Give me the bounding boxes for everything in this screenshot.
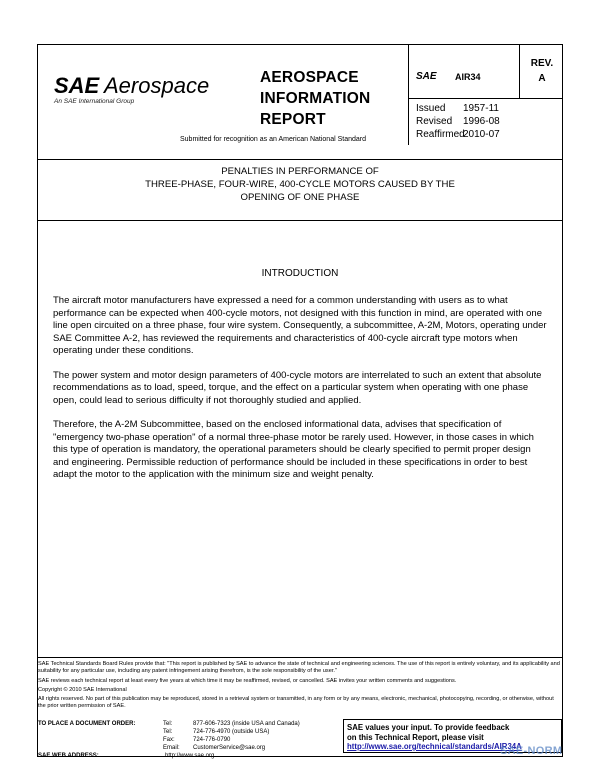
document-number: AIR34 bbox=[455, 72, 481, 82]
svg-text:Aerospace: Aerospace bbox=[104, 73, 210, 98]
watermark-logo: SAE-NORM bbox=[500, 745, 563, 757]
document-title: PENALTIES IN PERFORMANCE OF THREE-PHASE, FOUR-WIRE, 400-CYCLE MOTORS CAUSED BY THE OPENING OF ONE PHASE bbox=[145, 166, 455, 203]
title-divider bbox=[38, 220, 562, 221]
footer-notices: SAE Technical Standards Board Rules provide that: "This report is published by SAE to advance the state of technical and engineering sciences. The use of this report is entirely voluntary, and its applicability and suitability for any particular use, including any patent infringement arising therefrom, is the sole responsibility of the user." SAE reviews each technical report at least every five years at which time it may be reaffirmed, revised, or cancelled. SAE invites your written comments and suggestions. Copyright © 2010 SAE International All rights reserved. No part of this publication may be reproduced, stored in a retrieval system or transmitted, in any form or by any means, electronic, mechanical, photocopying, recording, or otherwise, without the prior written permission of SAE. bbox=[38, 661, 560, 710]
section-heading: INTRODUCTION bbox=[261, 268, 339, 279]
sae-aerospace-logo bbox=[54, 71, 254, 101]
email-link[interactable]: CustomerService@sae.org bbox=[193, 745, 266, 751]
report-header bbox=[38, 45, 562, 160]
ansi-submission-note: Submitted for recognition as an American National Standard bbox=[180, 136, 366, 143]
footer-divider bbox=[38, 657, 562, 658]
report-type: AEROSPACE INFORMATION REPORT bbox=[260, 69, 371, 128]
web-address-link[interactable]: http://www.sae.org bbox=[165, 753, 215, 759]
logo-subtitle: An SAE International Group bbox=[54, 98, 135, 105]
paragraph: The aircraft motor manufacturers have expressed a need for a common understanding with users as to what performance can be expected when 400-cycle motors, not designed with this function in mind, are operated with one line open circuited on a three phase, four wire system. Consequently, a subcommittee, A-2M, Motors, operating under SAE Committee A-2, has reviewed the requirements and characteristics of 400-cycle aircraft type motors when operating under these conditions. bbox=[53, 295, 547, 356]
paragraph: The power system and motor design parameters of 400-cycle motors are interrelated to such an extent that absolute recommendations as to load, speed, torque, and the effect on a particular system when operating with one phase open, could lead to serious difficulty if not thoroughly studied and applied. bbox=[53, 369, 542, 406]
sae-small-logo bbox=[416, 70, 438, 80]
order-contacts: TO PLACE A DOCUMENT ORDER: Tel: 877-606-7323 (inside USA and Canada) Tel: 724-776-4970 (outside USA) Fax: 724-776-0790 Email: CustomerService@sae.org bbox=[38, 721, 300, 751]
revision-cell: REV. A bbox=[519, 45, 564, 98]
feedback-link[interactable]: http://www.sae.org/technical/standards/AIR34A bbox=[347, 742, 522, 751]
svg-text:SAE: SAE bbox=[416, 71, 437, 80]
svg-text:SAE: SAE bbox=[54, 73, 100, 98]
document-id-box bbox=[408, 45, 563, 145]
paragraph: Therefore, the A-2M Subcommittee, based on the enclosed informational data, advises that specification of "emergency two-phase operation" of a normal three-phase motor be rarely used. However, in those cases in which this type of operation is mandatory, the operational parameters should be clearly specified to permit proper design and engineering. Permissible reduction of performance should be included in these specifications in order to best adapt the motor to the application with the minimum size and weight penalty. bbox=[53, 419, 534, 480]
web-address-label: SAE WEB ADDRESS: bbox=[38, 753, 99, 759]
feedback-box: SAE values your input. To provide feedback on this Technical Report, please visit http://www.sae.org/technical/standards/AIR34A bbox=[343, 719, 562, 753]
body-text bbox=[53, 295, 547, 494]
document-dates: Issued 1957-11 Revised 1996-08 Reaffirmed2010-07 bbox=[416, 103, 500, 140]
document-page bbox=[37, 44, 563, 757]
revision-value: A bbox=[538, 73, 546, 84]
